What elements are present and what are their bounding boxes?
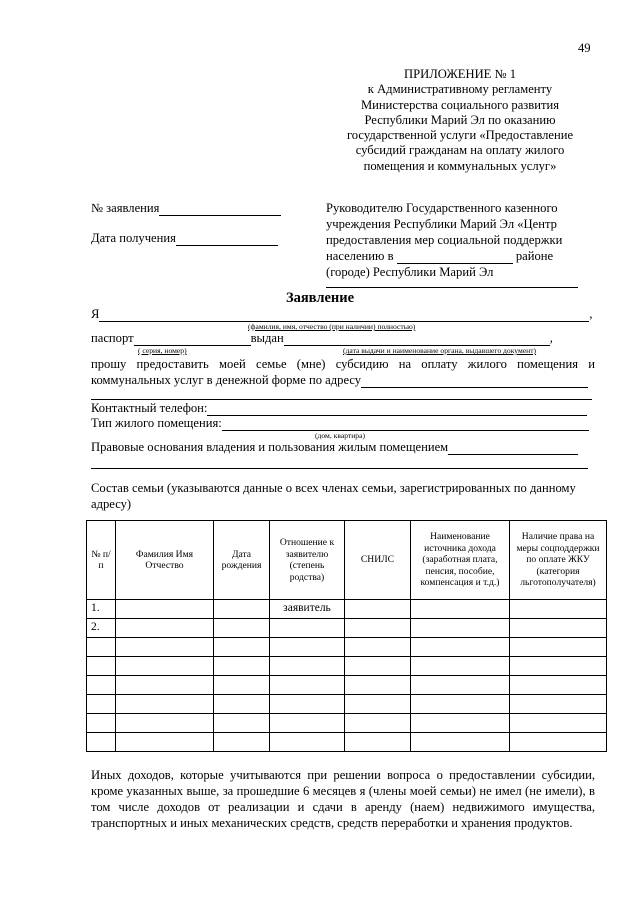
cell-birth-date[interactable]	[214, 714, 270, 733]
table-row	[87, 695, 607, 714]
cell-birth-date[interactable]	[214, 638, 270, 657]
appendix-block	[337, 67, 583, 174]
cell-birth-date[interactable]	[214, 676, 270, 695]
row-number	[87, 638, 116, 657]
recipient-block	[326, 200, 586, 280]
appendix-line: Министерства социального развития	[360, 97, 560, 112]
recipient-line: учреждения Республики Марий Эл «Центр	[326, 217, 557, 231]
cell-benefit-right[interactable]	[510, 600, 607, 619]
header-birth-date: Дата рождения	[214, 521, 270, 600]
receipt-date-row	[91, 230, 278, 246]
row-number	[87, 676, 116, 695]
cell-income-source[interactable]	[411, 638, 510, 657]
header-full-name: Фамилия Имя Отчество	[116, 521, 214, 600]
request-text-line2: коммунальных услуг в денежной форме по адресу	[91, 373, 362, 387]
ownership-field[interactable]	[448, 441, 578, 455]
appendix-line: Республики Марий Эл по оказанию	[364, 112, 556, 127]
recipient-line: (городе) Республики Марий Эл	[326, 265, 494, 279]
header-relation: Отношение к заявителю (степень родства)	[270, 521, 345, 600]
cell-benefit-right[interactable]	[510, 695, 607, 714]
appendix-line: субсидий гражданам на оплату жилого	[355, 143, 565, 158]
cell-birth-date[interactable]	[214, 733, 270, 752]
issued-label: выдан	[250, 331, 284, 345]
cell-snils[interactable]	[345, 714, 411, 733]
cell-full-name[interactable]	[116, 714, 214, 733]
header-number: № п/п	[87, 521, 116, 600]
cell-snils[interactable]	[345, 657, 411, 676]
table-row	[87, 714, 607, 733]
phone-row	[91, 400, 587, 416]
recipient-district-row	[326, 248, 586, 264]
passport-number-field[interactable]	[134, 332, 251, 346]
request-text-line1: прошу предоставить моей семье (мне) субсидию на оплату жилого помещения и	[91, 357, 595, 371]
cell-benefit-right[interactable]	[510, 676, 607, 695]
cell-birth-date[interactable]	[214, 695, 270, 714]
applicant-name-row	[91, 306, 593, 322]
header-snils: СНИЛС	[345, 521, 411, 600]
page-title: Заявление	[285, 290, 355, 306]
recipient-line: населению в	[326, 249, 394, 263]
page-number: 49	[578, 41, 591, 55]
table-row	[87, 676, 607, 695]
cell-snils[interactable]	[345, 619, 411, 638]
cell-relation[interactable]	[270, 714, 345, 733]
passport-row	[91, 330, 553, 346]
table-row	[87, 619, 607, 638]
passport-issued-hint: (дата выдачи и наименование органа, выдавшего документ)	[343, 346, 537, 355]
cell-income-source[interactable]	[411, 619, 510, 638]
appendix-title: ПРИЛОЖЕНИЕ № 1	[404, 67, 516, 81]
other-income-paragraph: Иных доходов, которые учитываются при решении вопроса о предоставлении субсидии, кроме указанных выше, за прошедшие 6 месяцев я (члены моей семьи) не имел (не имели), в том числе доходов от реализации и сдачи в аренду (наем) недвижимого имущества, транспортных и иных механических средств, средств переработки и хранения продуктов.	[91, 768, 595, 830]
header-income-source: Наименование источника дохода (заработная плата, пенсия, пособие, компенсация и т.д.)	[411, 521, 510, 600]
family-text-line2: адресу)	[91, 497, 132, 511]
appendix-line: государственной услуги «Предоставление	[346, 128, 574, 143]
cell-income-source[interactable]	[411, 657, 510, 676]
district-field[interactable]	[397, 250, 513, 264]
recipient-line: Руководителю Государственного казенного	[326, 201, 558, 215]
applicant-label: Я	[91, 307, 100, 321]
cell-income-source[interactable]	[411, 676, 510, 695]
cell-full-name[interactable]	[116, 619, 214, 638]
cell-relation[interactable]	[270, 695, 345, 714]
cell-snils[interactable]	[345, 600, 411, 619]
comma: ,	[589, 307, 593, 321]
issued-by-field[interactable]	[284, 332, 550, 346]
address-field[interactable]	[361, 374, 588, 388]
housing-type-label: Тип жилого помещения:	[91, 416, 222, 430]
cell-birth-date[interactable]	[214, 619, 270, 638]
header-benefit-right: Наличие права на меры соцподдержки по оплате ЖКУ (категория льготополучателя)	[510, 521, 607, 600]
cell-income-source[interactable]	[411, 600, 510, 619]
recipient-extra-line[interactable]	[326, 287, 578, 288]
family-text-line1: Состав семьи (указываются данные о всех членах семьи, зарегистрированных по данному	[91, 481, 576, 495]
cell-snils[interactable]	[345, 638, 411, 657]
table-row	[87, 657, 607, 676]
ownership-label: Правовые основания владения и пользования жилым помещением	[91, 440, 449, 454]
cell-benefit-right[interactable]	[510, 619, 607, 638]
application-number-label: № заявления	[91, 201, 160, 215]
application-number-row	[91, 200, 281, 216]
row-number	[87, 657, 116, 676]
cell-relation[interactable]	[270, 733, 345, 752]
appendix-line: к Административному регламенту	[367, 82, 553, 97]
applicant-name-hint: (фамилия, имя, отчество (при наличии) полностью)	[248, 322, 416, 331]
row-number: 2.	[87, 619, 116, 638]
row-number	[87, 714, 116, 733]
passport-label: паспорт	[91, 331, 134, 345]
cell-relation[interactable]	[270, 657, 345, 676]
ownership-field-extra[interactable]	[91, 468, 588, 469]
cell-snils[interactable]	[345, 676, 411, 695]
cell-benefit-right[interactable]	[510, 638, 607, 657]
table-row	[87, 733, 607, 752]
cell-full-name[interactable]	[116, 676, 214, 695]
cell-full-name[interactable]	[116, 600, 214, 619]
row-number: 1.	[87, 600, 116, 619]
receipt-date-label: Дата получения	[91, 231, 176, 245]
cell-birth-date[interactable]	[214, 657, 270, 676]
address-row	[91, 372, 588, 388]
cell-relation[interactable]	[270, 676, 345, 695]
cell-birth-date[interactable]	[214, 600, 270, 619]
passport-series-hint: ( серия, номер)	[138, 346, 187, 355]
cell-benefit-right[interactable]	[510, 657, 607, 676]
cell-relation[interactable]	[270, 638, 345, 657]
cell-relation[interactable]: заявитель	[270, 600, 345, 619]
applicant-name-field[interactable]	[99, 308, 589, 322]
cell-full-name[interactable]	[116, 657, 214, 676]
cell-benefit-right[interactable]	[510, 714, 607, 733]
phone-label: Контактный телефон:	[91, 401, 208, 415]
receipt-date-field[interactable]	[176, 232, 278, 246]
recipient-line: районе	[515, 249, 554, 263]
row-number	[87, 695, 116, 714]
ownership-row	[91, 439, 578, 455]
cell-benefit-right[interactable]	[510, 733, 607, 752]
cell-snils[interactable]	[345, 733, 411, 752]
housing-type-field[interactable]	[222, 417, 589, 431]
phone-field[interactable]	[207, 402, 587, 416]
table-row	[87, 600, 607, 619]
cell-full-name[interactable]	[116, 695, 214, 714]
cell-income-source[interactable]	[411, 695, 510, 714]
recipient-line: предоставления мер социальной поддержки	[326, 233, 563, 247]
cell-relation[interactable]	[270, 619, 345, 638]
table-row	[87, 638, 607, 657]
housing-type-row	[91, 415, 589, 431]
row-number	[87, 733, 116, 752]
application-number-field[interactable]	[159, 202, 281, 216]
cell-income-source[interactable]	[411, 733, 510, 752]
cell-snils[interactable]	[345, 695, 411, 714]
table-header-row	[87, 521, 607, 600]
family-table	[86, 520, 607, 752]
cell-full-name[interactable]	[116, 733, 214, 752]
comma: ,	[549, 331, 553, 345]
housing-type-hint: (дом, квартира)	[315, 431, 365, 440]
cell-full-name[interactable]	[116, 638, 214, 657]
appendix-line: помещения и коммунальных услуг»	[363, 158, 557, 173]
cell-income-source[interactable]	[411, 714, 510, 733]
